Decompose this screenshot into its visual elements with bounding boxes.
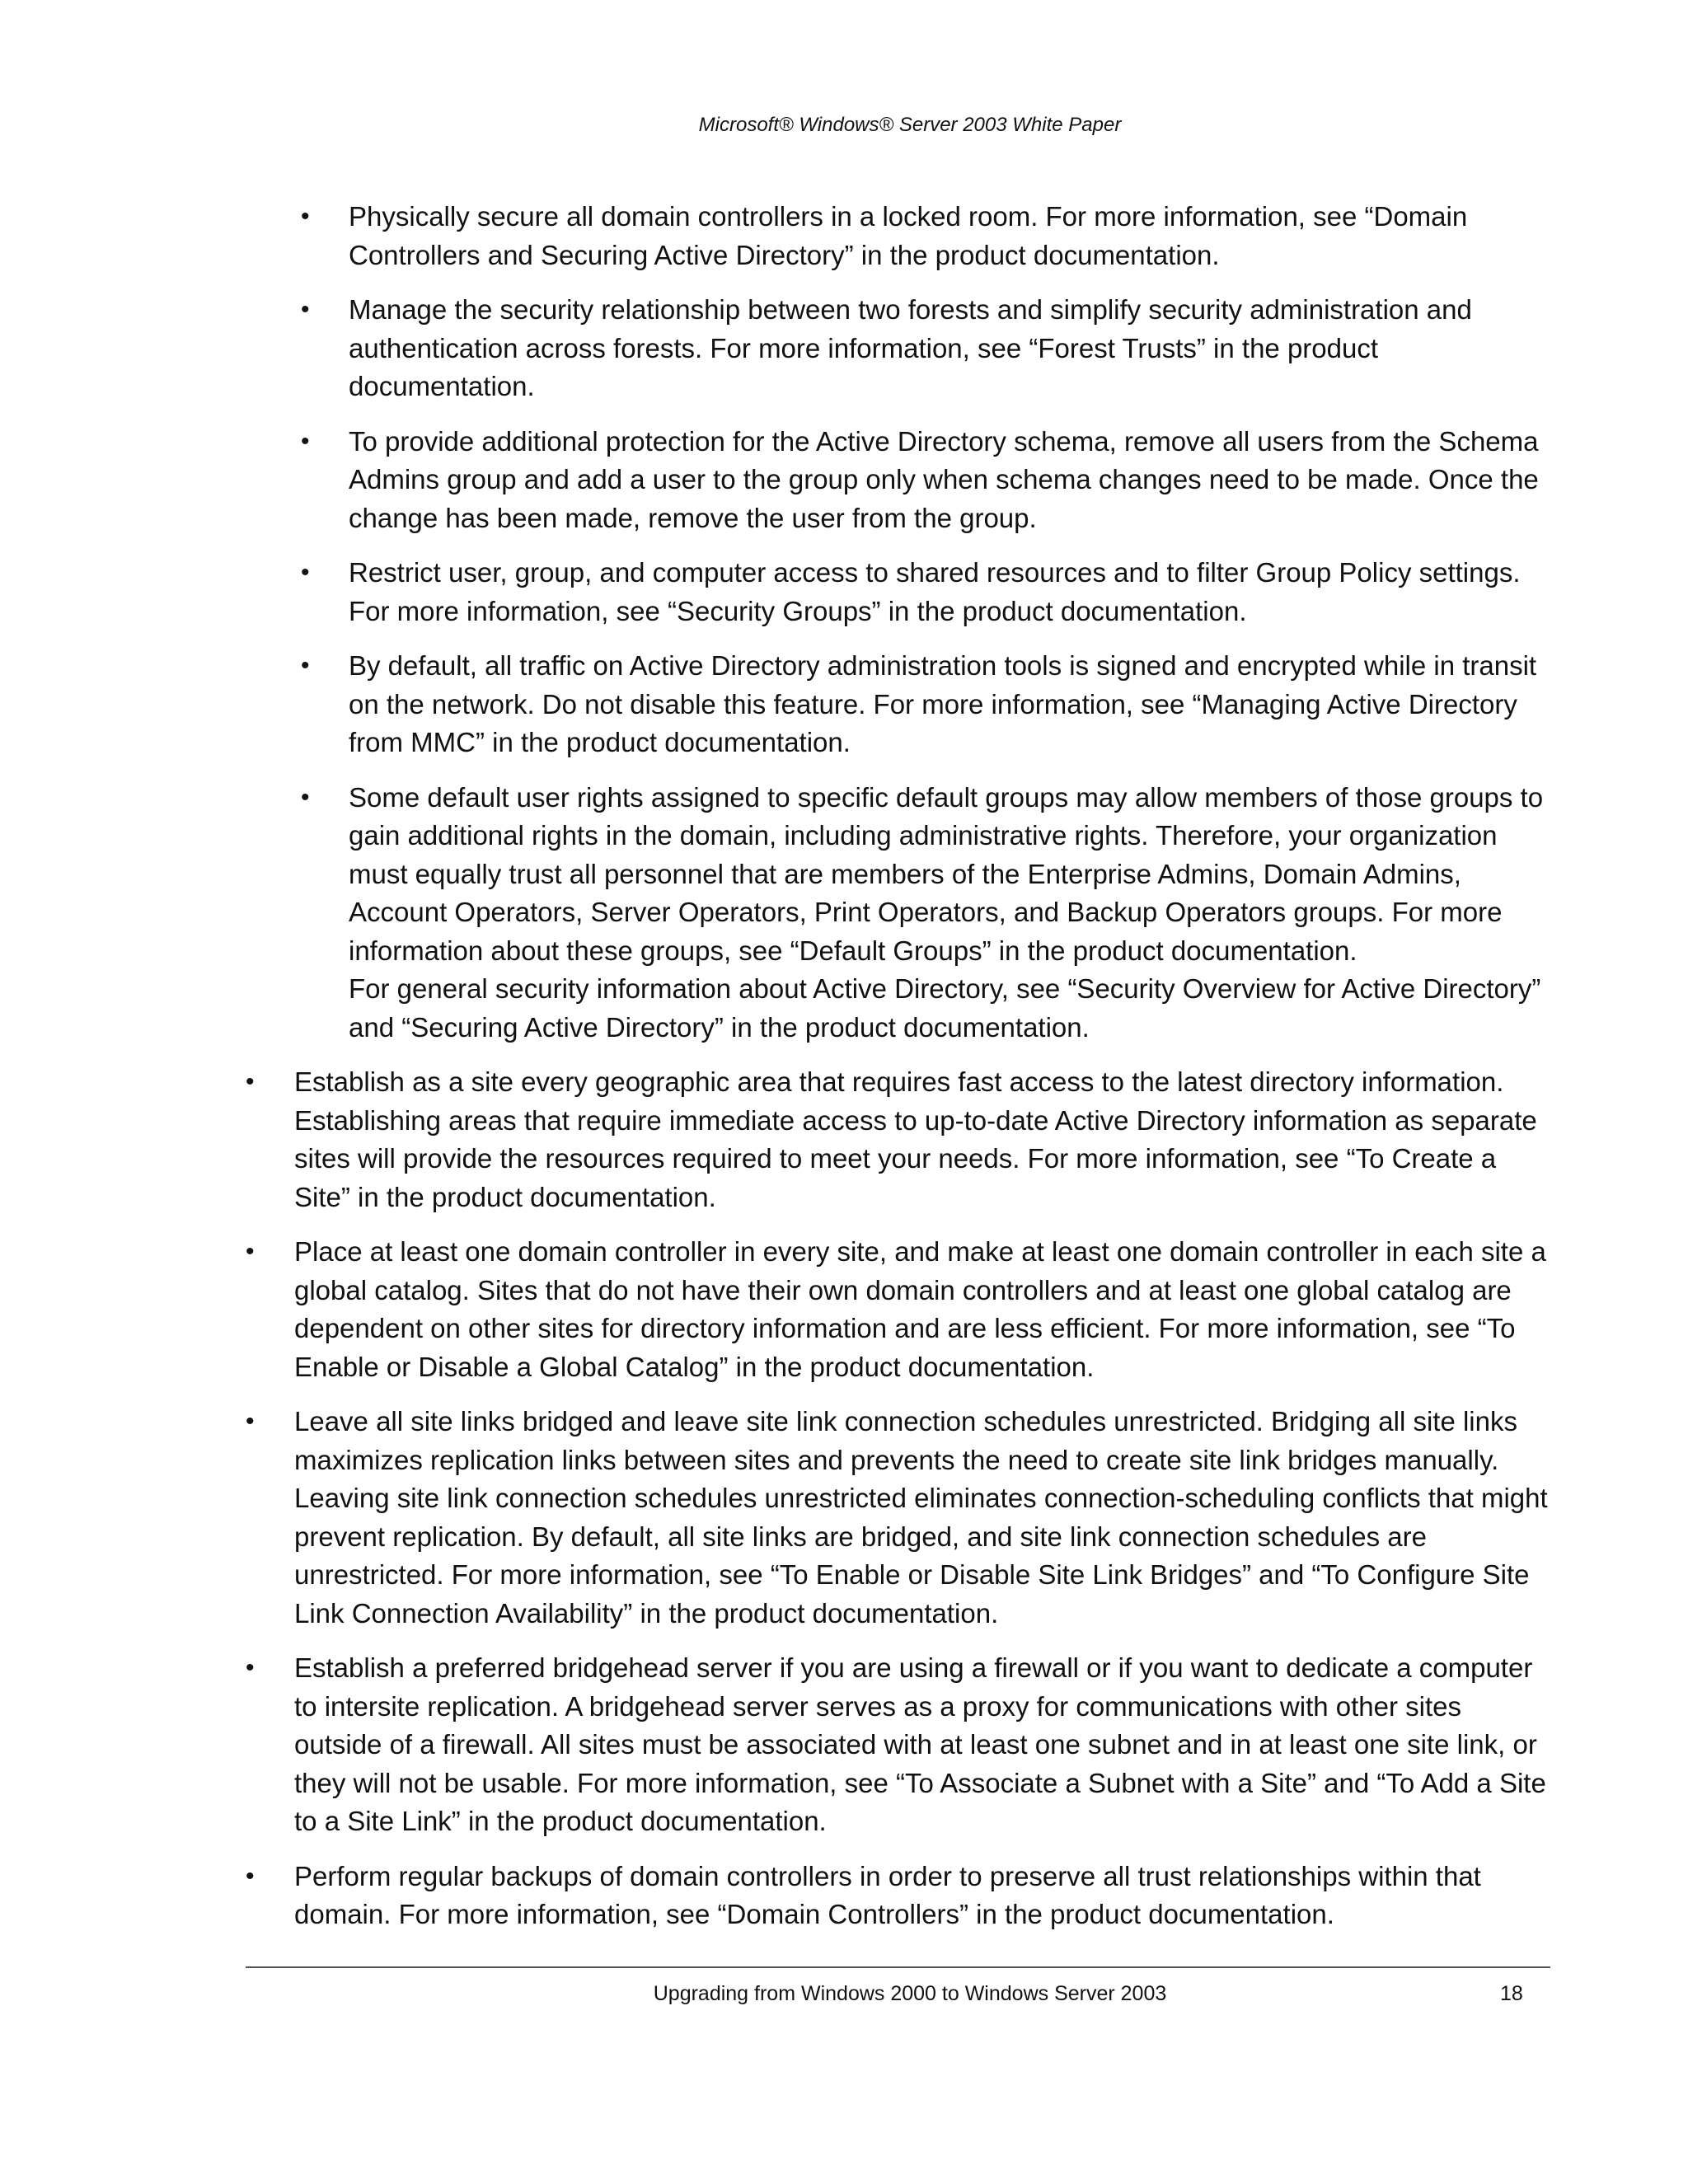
bullet-icon: • (301, 296, 310, 323)
list-item (0, 1649, 1688, 1841)
list-item (0, 291, 1688, 406)
list-item (0, 1403, 1688, 1633)
document-body (0, 198, 1688, 1951)
list-item-text: Place at least one domain controller in every site, and make at least one domain controller in each site a global catalog. Sites that do not have their own domain controllers and at least one global catalog are dependent on other sites for directory information and are less efficient. For more information, see “To Enable or Disable a Global Catalog” in the product documentation. (294, 1236, 1546, 1382)
list-item (0, 198, 1688, 274)
list-item (0, 647, 1688, 762)
bullet-icon: • (246, 1654, 255, 1681)
list-item (0, 1233, 1688, 1386)
bullet-icon: • (301, 559, 310, 586)
list-item-text: Establish a preferred bridgehead server if you are using a firewall or if you want to dedicate a computer to intersite replication. A bridgehead server serves as a proxy for communications with other sites outside of a firewall. All sites must be associated with at least one subnet and in at least one site link, or they will not be usable. For more information, see “To Associate a Subnet with a Site” and “To Add a Site to a Site Link” in the product documentation. (294, 1652, 1546, 1836)
list-item (0, 554, 1688, 630)
bullet-icon: • (301, 652, 310, 679)
list-item-continuation: For general security information about Active Directory, see “Security Overview for Active Directory” and “Securing Active Directory” in the product documentation. (349, 973, 1541, 1043)
page-number: 18 (1500, 1982, 1523, 2005)
list-item (0, 779, 1688, 1047)
list-item-text: Establish as a site every geographic area that requires fast access to the latest directory information. Establishing areas that require immediate access to up-to-date Active Directory information as separate sites will provide the resources required to meet your needs. For more information, see “To Create a Site” in the product documentation. (294, 1066, 1537, 1212)
list-item-text: Physically secure all domain controllers in a locked room. For more information, see “Domain Controllers and Securing Active Directory” in the product documentation. (349, 201, 1468, 270)
footer-divider (246, 1966, 1550, 1968)
bullet-icon: • (246, 1238, 255, 1265)
bullet-icon: • (246, 1862, 255, 1890)
list-item-text: Leave all site links bridged and leave site link connection schedules unrestricted. Bridging all site links maximizes replication links between sites and prevents the need to create site link bridges manually. Leaving site link connection schedules unrestricted eliminates connection-scheduling conflicts that might prevent replication. By default, all site links are bridged, and site link connection schedules are unrestricted. For more information, see “To Enable or Disable Site Link Bridges” and “To Configure Site Link Connection Availability” in the product documentation. (294, 1406, 1548, 1629)
list-item (0, 423, 1688, 538)
running-header: Microsoft® Windows® Server 2003 White Paper (698, 114, 1122, 136)
list-item-text: Restrict user, group, and computer access to shared resources and to filter Group Policy settings. For more information, see “Security Groups” in the product documentation. (349, 557, 1521, 626)
list-item-text: Perform regular backups of domain controllers in order to preserve all trust relationships within that domain. For more information, see “Domain Controllers” in the product documentation. (294, 1860, 1481, 1929)
top-bullet-list (0, 1063, 1688, 1934)
bullet-icon: • (301, 783, 310, 811)
footer-title: Upgrading from Windows 2000 to Windows Server 2003 (653, 1982, 1167, 2005)
bullet-icon: • (301, 427, 310, 455)
bullet-icon: • (246, 1408, 255, 1435)
list-item (0, 1858, 1688, 1934)
bullet-icon: • (246, 1068, 255, 1095)
list-item-text: Some default user rights assigned to specific default groups may allow members of those groups to gain additional rights in the domain, including administrative rights. Therefore, your organization must equally trust all personnel that are members of the Enterprise Admins, Domain Admins, Account Operators, Server Operators, Print Operators, and Backup Operators groups. For more information about these groups, see “Default Groups” in the product documentation. (349, 781, 1544, 966)
list-item-text: Manage the security relationship between two forests and simplify security administration and authentication across forests. For more information, see “Forest Trusts” in the product documentation. (349, 294, 1472, 401)
bullet-icon: • (301, 203, 310, 230)
nested-bullet-list (0, 198, 1688, 1047)
list-item-text: To provide additional protection for the Active Directory schema, remove all users from the Schema Admins group and add a user to the group only when schema changes need to be made. Once the change has been made, remove the user from the group. (349, 425, 1539, 533)
list-item (0, 1063, 1688, 1216)
list-item-text: By default, all traffic on Active Directory administration tools is signed and encrypted while in transit on the network. Do not disable this feature. For more information, see “Managing Active Directory from MMC” in the product documentation. (349, 650, 1537, 757)
